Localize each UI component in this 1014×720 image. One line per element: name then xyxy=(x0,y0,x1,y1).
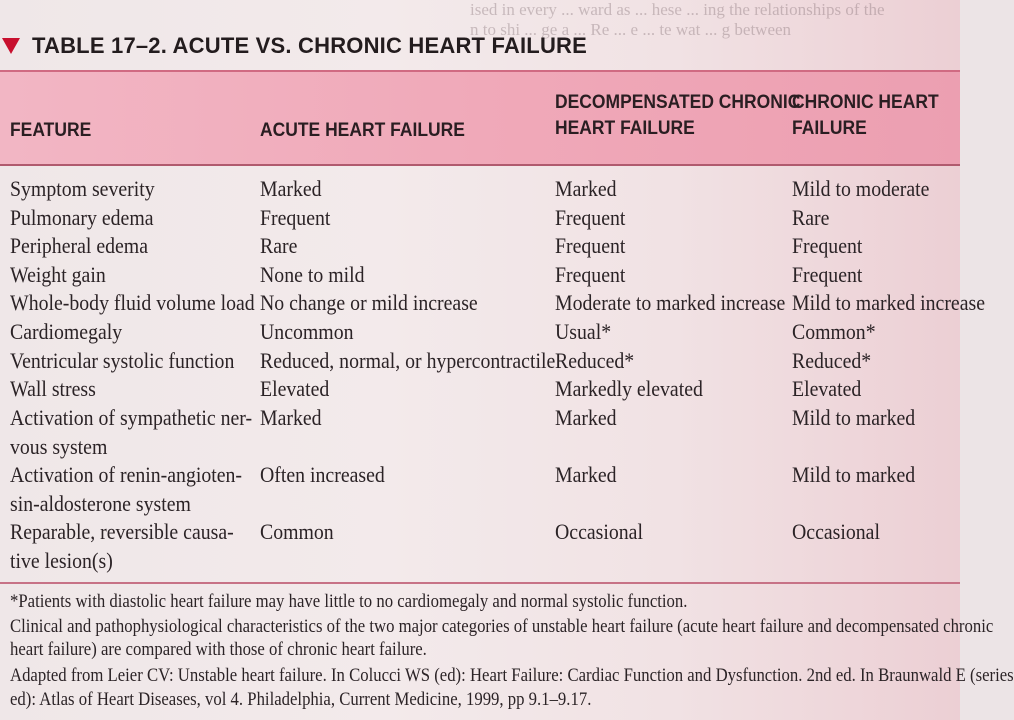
feature-line: Activation of sympathetic ner- xyxy=(10,405,253,430)
table-row-chronic: Occasional xyxy=(792,519,880,544)
footnote-source-line1: Adapted from Leier CV: Unstable heart failure. In Colucci WS (ed): Heart Failure: Cardiac Function and Dysfunction. 2nd ed. In Braunwald E (series xyxy=(10,665,1014,686)
header-chronic-line2: FAILURE xyxy=(792,118,867,139)
table-row-acute: No change or mild increase xyxy=(260,290,478,315)
table-row-acute: Elevated xyxy=(260,376,330,401)
header-chronic-line1: CHRONIC HEART xyxy=(792,92,939,113)
table-row-acute: Rare xyxy=(260,233,298,258)
table-row-feature: Peripheral edema xyxy=(10,233,148,258)
feature-line: sin-aldosterone system xyxy=(10,490,191,516)
table-row-decompensated: Reduced* xyxy=(555,348,635,373)
table-row-chronic: Common* xyxy=(792,319,876,344)
feature-line: vous system xyxy=(10,433,108,459)
footnote-description-line2: heart failure) are compared with those of chronic heart failure. xyxy=(10,639,427,660)
table-title-row xyxy=(0,28,587,64)
feature-line: Activation of renin-angioten- xyxy=(10,462,243,487)
table-row-feature: Weight gain xyxy=(10,262,106,287)
table-row-feature: Pulmonary edema xyxy=(10,205,154,230)
table-row-decompensated: Marked xyxy=(555,462,617,487)
header-decompensated-line2: HEART FAILURE xyxy=(555,118,695,139)
table-row-chronic: Mild to marked xyxy=(792,405,916,430)
table-row-acute: None to mild xyxy=(260,262,365,287)
table-row-acute: Reduced, normal, or hypercontractile xyxy=(260,348,556,373)
table-row-chronic: Mild to marked xyxy=(792,462,916,487)
table-row-chronic: Rare xyxy=(792,205,830,230)
table-row-chronic: Frequent xyxy=(792,233,863,258)
table-row-decompensated: Frequent xyxy=(555,233,626,258)
table-row-chronic: Elevated xyxy=(792,376,862,401)
table-row-chronic: Mild to marked increase xyxy=(792,290,985,315)
table-row-decompensated: Occasional xyxy=(555,519,643,544)
table-row-feature xyxy=(10,461,242,518)
bleed-line: n to shi ... ge a ... Re ... e ... te wat ... g between xyxy=(470,20,792,39)
table-row-decompensated: Frequent xyxy=(555,205,626,230)
table-row-decompensated: Marked xyxy=(555,176,617,201)
header-acute: ACUTE HEART FAILURE xyxy=(260,120,465,141)
table-row-decompensated: Frequent xyxy=(555,262,626,287)
table-row-acute: Frequent xyxy=(260,205,331,230)
table-row-acute: Often increased xyxy=(260,462,385,487)
header-chronic xyxy=(792,90,939,142)
table-row-decompensated: Markedly elevated xyxy=(555,376,703,401)
feature-line: tive lesion(s) xyxy=(10,547,113,573)
table-title: TABLE 17–2. ACUTE VS. CHRONIC HEART FAILURE xyxy=(32,33,587,58)
header-decompensated-line1: DECOMPENSATED CHRONIC xyxy=(555,92,801,113)
table-row-feature xyxy=(10,404,252,461)
footnote-description-line1: Clinical and pathophysiological characteristics of the two major categories of unstable heart failure (acute heart failure and decompensated chronic xyxy=(10,616,994,637)
table-row-feature: Symptom severity xyxy=(10,176,155,201)
table-bottom-rule xyxy=(0,582,960,584)
table-row-feature: Ventricular systolic function xyxy=(10,348,235,373)
footnote-asterisk: *Patients with diastolic heart failure may have little to no cardiomegaly and normal systolic function. xyxy=(10,591,688,612)
table-row-feature: Wall stress xyxy=(10,376,96,401)
bleed-line: ised in every ... ward as ... hese ... ing the relationships of the xyxy=(470,0,885,19)
table-row-acute: Marked xyxy=(260,176,322,201)
header-decompensated xyxy=(555,90,800,142)
red-triangle-icon xyxy=(2,38,20,54)
header-feature: FEATURE xyxy=(10,120,92,141)
table-row-feature: Cardiomegaly xyxy=(10,319,123,344)
feature-line: Reparable, reversible causa- xyxy=(10,519,234,544)
table-row-chronic: Mild to moderate xyxy=(792,176,930,201)
table-row-chronic: Reduced* xyxy=(792,348,872,373)
table-row-acute: Uncommon xyxy=(260,319,354,344)
table-row-acute: Marked xyxy=(260,405,322,430)
table-row-feature xyxy=(10,518,234,575)
table-row-chronic: Frequent xyxy=(792,262,863,287)
table-row-decompensated: Usual* xyxy=(555,319,612,344)
table-row-feature: Whole-body fluid volume load xyxy=(10,290,255,315)
table-row-decompensated: Marked xyxy=(555,405,617,430)
table-row-decompensated: Moderate to marked increase xyxy=(555,290,786,315)
footnote-source-line2: ed): Atlas of Heart Diseases, vol 4. Philadelphia, Current Medicine, 1999, pp 9.1–9.17. xyxy=(10,689,592,710)
table-row-acute: Common xyxy=(260,519,334,544)
